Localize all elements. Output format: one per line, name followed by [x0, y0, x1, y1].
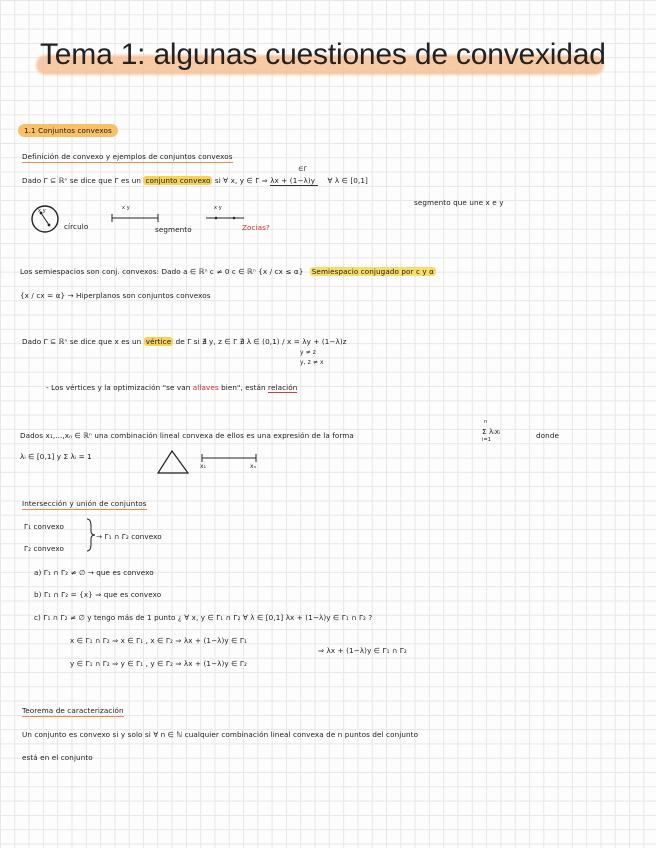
gamma1-convex: Γ₁ convexo [24, 522, 65, 531]
circle-example-icon [30, 203, 70, 237]
definition-expression-superscript: ∈Γ [298, 166, 307, 173]
semiespacios-text: Los semiespacios son conj. convexos: Dado a ∈ ℝⁿ c ≠ 0 c ∈ ℝⁿ {x / cx ≤ α} [20, 267, 304, 276]
case-a: a) Γ₁ ∩ Γ₂ ≠ ∅ → que es convexo [34, 568, 154, 577]
page-title: Tema 1: algunas cuestiones de convexidad [40, 38, 606, 71]
intersection-heading: Intersección y unión de conjuntos [22, 499, 147, 508]
theorem-line-1: Un conjunto es convexo si y solo si ∀ n ∈ ℕ cualquier combinación lineal convexa de n puntos del conjunto [22, 730, 419, 739]
segment-points-label: x y [122, 205, 130, 211]
case-c-line-2: y ∈ Γ₁ ∩ Γ₂ ⇒ y ∈ Γ₁ , y ∈ Γ₂ ⇒ λx + (1−λ)y ∈ Γ₂ [70, 659, 247, 668]
vertex-condition-2: y, z ≠ x [300, 359, 324, 366]
segment-x1-label: x₁ [200, 463, 207, 470]
vertex-text-a: Dado Γ ⊆ ℝⁿ se dice que x es un [22, 337, 142, 346]
definition-text-a: Dado Γ ⊆ ℝⁿ se dice que Γ es un [22, 176, 142, 185]
combination-text: Dados x₁,...,xₙ ∈ ℝⁿ una combinación lineal convexa de ellos es una expresión de la forma [20, 431, 354, 440]
vertex-line [22, 337, 347, 346]
definition-expression [270, 166, 317, 186]
relacion-word: relación [268, 383, 298, 392]
segment-example-icon [112, 212, 162, 224]
intersection-result: → Γ₁ ∩ Γ₂ convexo [96, 532, 162, 541]
vertex-highlight: vértice [145, 337, 172, 346]
definition-expression-text: λx + (1−λ)y [270, 176, 316, 185]
case-c: c) Γ₁ ∩ Γ₂ ≠ ∅ y tengo más de 1 punto ¿ ∀ x, y ∈ Γ₁ ∩ Γ₂ ∀ λ ∈ [0,1] λx + (1−λ)y ∈ Γ₁ ∩ Γ₂ ? [34, 613, 373, 622]
case-c-conclusion: ⇒ λx + (1−λ)y ∈ Γ₁ ∩ Γ₂ [318, 646, 407, 655]
segment-xn-label: xₙ [250, 463, 257, 470]
circle-points-label: x y [38, 208, 46, 214]
sum-bottom-index: i=1 [482, 437, 492, 443]
case-c-line-1: x ∈ Γ₁ ∩ Γ₂ ⇒ x ∈ Γ₁ , x ∈ Γ₂ ⇒ λx + (1−λ)y ∈ Γ₁ [70, 636, 247, 645]
combination-line-2: λᵢ ∈ [0,1] y Σ λᵢ = 1 [20, 452, 92, 461]
vertex-bullet [46, 383, 297, 392]
vertex-text-b: de Γ si ∄ y, z ∈ Γ ∄ λ ∈ (0,1) / x = λy + (1−λ)z [175, 337, 347, 346]
triangle-example-icon [156, 449, 192, 475]
zocias-points-label: x y [214, 205, 222, 211]
definition-highlight: conjunto convexo [145, 176, 211, 185]
theorem-line-2: está en el conjunto [22, 753, 93, 762]
definition-text-c: ∀ λ ∈ [0,1] [327, 176, 368, 185]
combination-donde: donde [536, 431, 559, 440]
segment-label: segmento [155, 225, 192, 234]
section-label [18, 126, 118, 135]
sum-expression [482, 419, 534, 445]
definition-text-b: si ∀ x, y ∈ Γ ⇒ [214, 176, 268, 185]
hiperplanos-line: {x / cx = α} → Hiperplanos son conjuntos convexos [20, 291, 211, 300]
allaves-word: allaves [192, 383, 219, 392]
vertex-condition-1: y ≠ z [300, 349, 317, 356]
semiespacios-line [20, 267, 436, 276]
definition-heading: Definición de convexo y ejemplos de conjuntos convexos [22, 152, 233, 161]
case-b: b) Γ₁ ∩ Γ₂ = {x} ⇒ que es convexo [34, 590, 162, 599]
circle-label: círculo [64, 222, 89, 231]
zocias-label: Zocias? [242, 223, 270, 232]
segment-note: segmento que une x e y [414, 198, 504, 207]
vertex-bullet-text-a: - Los vértices y la optimización "se van [46, 383, 191, 392]
definition-line [22, 166, 368, 185]
sum-text: Σ λᵢxᵢ [482, 427, 501, 436]
theorem-heading: Teorema de caracterización [22, 706, 124, 715]
sum-top-index: n [484, 419, 488, 425]
section-pill: 1.1 Conjuntos convexos [18, 124, 118, 137]
vertex-bullet-text-b: bien", están [221, 383, 266, 392]
gamma2-convex: Γ₂ convexo [24, 544, 65, 553]
semiespacio-highlight: Semiespacio conjugado por c y α [311, 267, 434, 276]
zocias-example-icon [206, 212, 246, 224]
combination-line-1 [20, 431, 354, 440]
brace-icon [86, 518, 96, 552]
